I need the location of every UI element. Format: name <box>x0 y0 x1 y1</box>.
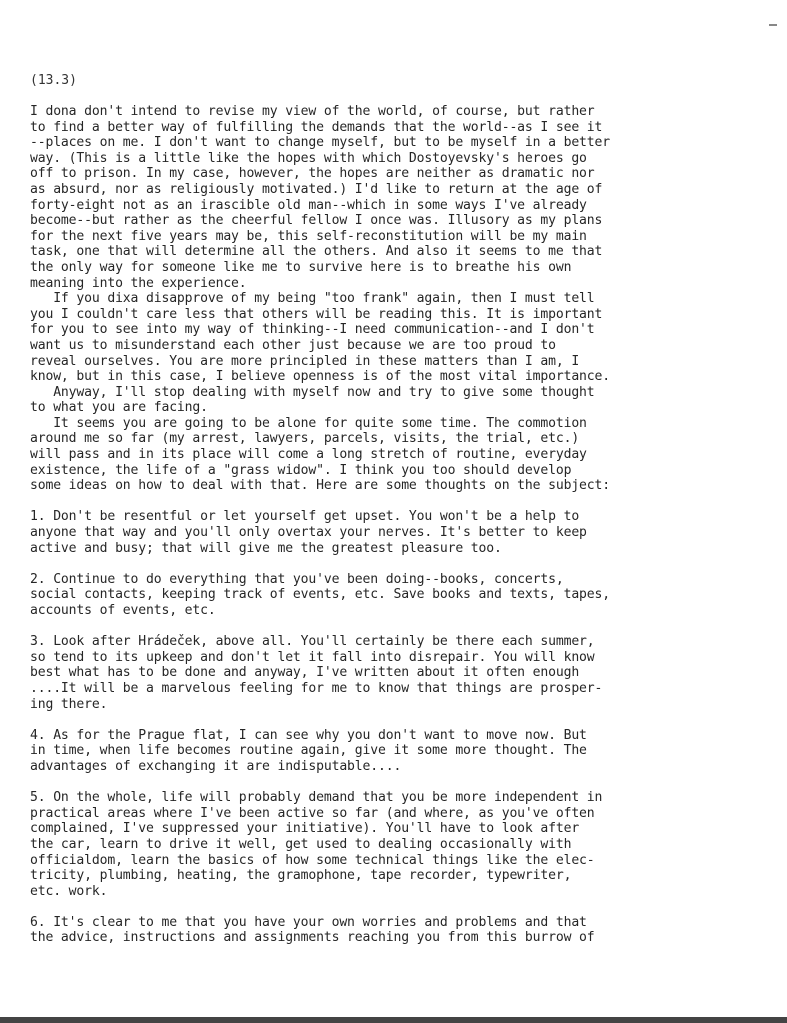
paragraph <box>30 634 760 712</box>
paragraph-gap <box>30 712 760 728</box>
paragraph-gap <box>30 899 760 915</box>
text-line: I dona don't intend to revise my view of the world, of course, but rather <box>30 104 595 119</box>
text-line: know, but in this case, I believe openness is of the most vital importance. <box>30 369 610 385</box>
text-line: If you dixa disapprove of my being "too frank" again, then I must tell <box>30 291 595 307</box>
text-line: existence, the life of a "grass widow". I think you too should develop <box>30 462 572 478</box>
text-line: will pass and in its place will come a long stretch of routine, everyday <box>30 447 587 463</box>
paragraph <box>30 416 760 494</box>
text-line: the car, learn to drive it well, get used to dealing occasionally with <box>30 836 572 852</box>
text-line: to what you are facing. <box>30 400 208 416</box>
text-line: around me so far (my arrest, lawyers, parcels, visits, the trial, etc.) <box>30 431 580 447</box>
text-line: etc. work. <box>30 883 108 899</box>
paragraph-gap <box>30 494 760 510</box>
paragraph-gap <box>30 619 760 635</box>
text-line: to find a better way of fulfilling the demands that the world--as I see it <box>30 119 603 135</box>
paragraph <box>30 572 760 619</box>
page-number: (13.3) <box>30 73 77 88</box>
text-line: social contacts, keeping track of events, etc. Save books and texts, tapes, <box>30 587 610 603</box>
text-line: advantages of exchanging it are indisputable.... <box>30 758 402 774</box>
text-line: forty-eight not as an irascible old man--which in some ways I've already <box>30 197 587 213</box>
text-line: anyone that way and you'll only overtax your nerves. It's better to keep <box>30 525 587 541</box>
text-line: 5. On the whole, life will probably demand that you be more independent in <box>30 790 603 806</box>
text-line: the only way for someone like me to survive here is to breathe his own <box>30 259 572 275</box>
letter-body <box>30 104 760 946</box>
paragraph <box>30 509 760 556</box>
paragraph <box>30 790 760 899</box>
text-line: best what has to be done and anyway, I've written about it often enough <box>30 665 580 681</box>
text-line: 1. Don't be resentful or let yourself get upset. You won't be a help to <box>30 509 580 525</box>
text-line: 3. Look after Hrádeček, above all. You'll certainly be there each summer, <box>30 634 595 650</box>
text-line: want us to misunderstand each other just because we are too proud to <box>30 337 556 353</box>
text-line: accounts of events, etc. <box>30 603 216 618</box>
text-line: become--but rather as the cheerful fellow I once was. Illusory as my plans <box>30 213 603 229</box>
text-line: for the next five years may be, this self-reconstitution will be my main <box>30 228 587 244</box>
text-line: the advice, instructions and assignments reaching you from this burrow of <box>30 930 595 946</box>
text-line: tricity, plumbing, heating, the gramophone, tape recorder, typewriter, <box>30 868 572 884</box>
text-line: 4. As for the Prague flat, I can see why you don't want to move now. But <box>30 727 587 743</box>
paragraph <box>30 385 760 416</box>
text-line: you I couldn't care less that others will be reading this. It is important <box>30 306 603 322</box>
text-line: reveal ourselves. You are more principled in these matters than I am, I <box>30 353 580 369</box>
text-line: for you to see into my way of thinking--I need communication--and I don't <box>30 322 595 338</box>
paragraph <box>30 728 760 775</box>
paragraph <box>30 915 760 946</box>
text-line: meaning into the experience. <box>30 275 247 291</box>
text-line: Anyway, I'll stop dealing with myself now and try to give some thought <box>30 384 595 400</box>
text-line: some ideas on how to deal with that. Here are some thoughts on the subject: <box>30 478 610 494</box>
text-line: officialdom, learn the basics of how some technical things like the elec- <box>30 852 595 868</box>
paragraph <box>30 104 760 291</box>
text-line: ing there. <box>30 696 108 712</box>
paragraph-gap <box>30 775 760 791</box>
text-line: 6. It's clear to me that you have your own worries and problems and that <box>30 914 587 930</box>
text-line: off to prison. In my case, however, the hopes are neither as dramatic nor <box>30 166 595 182</box>
text-line: It seems you are going to be alone for quite some time. The commotion <box>30 415 587 431</box>
text-line: practical areas where I've been active so far (and where, as you've often <box>30 805 595 821</box>
paragraph-gap <box>30 556 760 572</box>
text-line: ....It will be a marvelous feeling for me to know that things are prosper- <box>30 680 603 696</box>
text-line: in time, when life becomes routine again, give it some more thought. The <box>30 743 587 759</box>
text-line: as absurd, nor as religiously motivated.) I'd like to return at the age of <box>30 181 603 197</box>
text-line: 2. Continue to do everything that you've been doing--books, concerts, <box>30 571 564 587</box>
cropped-heading-fragment <box>120 0 180 4</box>
text-line: task, one that will determine all the others. And also it seems to me that <box>30 244 603 260</box>
text-line: way. (This is a little like the hopes with which Dostoyevsky's heroes go <box>30 150 587 166</box>
text-line: --places on me. I don't want to change myself, but to be myself in a better <box>30 135 610 151</box>
paragraph <box>30 291 760 385</box>
corner-mark <box>769 24 777 26</box>
text-line: so tend to its upkeep and don't let it fall into disrepair. You will know <box>30 649 595 665</box>
scan-bottom-edge <box>0 1017 787 1023</box>
text-line: active and busy; that will give me the greatest pleasure too. <box>30 540 502 556</box>
text-line: complained, I've suppressed your initiative). You'll have to look after <box>30 821 580 837</box>
